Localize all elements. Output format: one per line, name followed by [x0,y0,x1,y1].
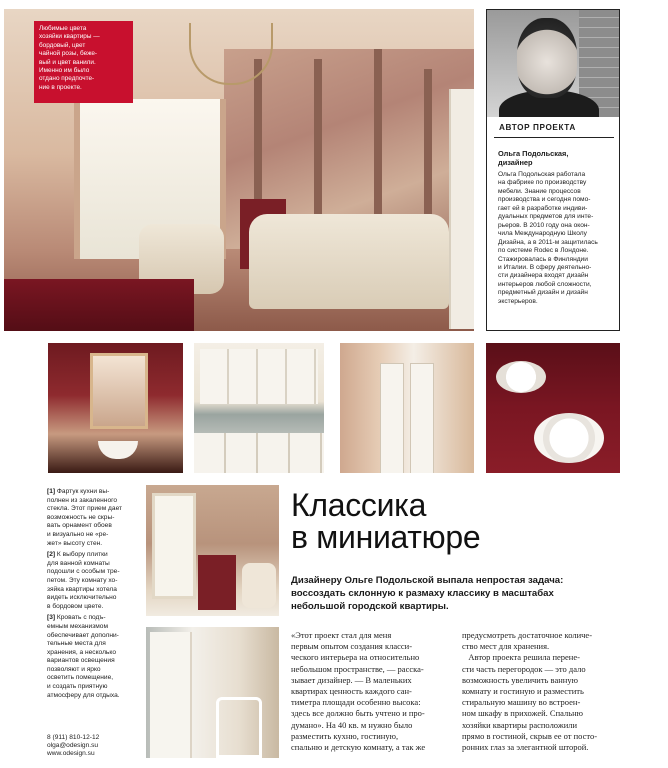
headline-line-1: Классика [291,487,427,523]
lead-line: Дизайнеру Ольге Подольской выпала непростая задача: [291,575,564,586]
body-line: Автор проекта решила перене- [462,652,580,663]
body-line: хозяйки квартиры расположили [462,719,578,730]
author-divider [494,137,614,138]
contact-phone: 8 (911) 810-12-12 [47,734,100,741]
note-line: жет» высоту стен. [47,539,103,547]
bio-line: дуальных предметов для инте- [498,213,594,221]
note-line: осветить помещение, [47,674,114,682]
hallway-photo [340,343,474,473]
kitchen-photo [194,343,324,473]
red-cabinet [198,555,236,610]
note-line: тельные места для [47,640,106,648]
kitchen-counter [194,433,324,473]
note-line: и визуально не «ре- [47,530,109,538]
body-line: комнату и гостиную и разместить [462,686,584,697]
author-portrait [487,10,619,117]
note-line: атмосферу для отдыха. [47,691,120,699]
author-name-line: Ольга Подольская, [498,149,569,158]
white-door [449,89,474,329]
callout-line: Именно им было [39,67,90,75]
color-callout [34,21,133,103]
headline-line-2: в миниатюре [291,519,481,555]
note-line: подошли с особым тре- [47,568,120,576]
bio-line: Стажировалась в Финляндии [498,255,588,263]
note-line: Кровать с подъ- [56,614,106,622]
bathroom-mirror [90,353,148,429]
plate [496,361,546,393]
body-line: сти часть перегородок — это дало [462,663,586,674]
bio-line: Ольга Подольская работала [498,171,586,178]
contacts [47,734,147,759]
callout-line: вый и цвет ванили. [39,58,96,66]
author-heading: АВТОР ПРОЕКТА [499,123,576,132]
article-lead [291,574,621,613]
note-line: позволяют и ярко [47,665,101,673]
hallway-door [380,363,404,473]
body-line: здесь все должно быть учтено и про- [291,708,425,719]
hallway-door [410,363,434,473]
callout-line: чайной розы, беже- [39,50,98,58]
body-line: небольшом пространстве, — расска- [291,663,424,674]
contact-email[interactable]: olga@odesign.su [47,742,99,750]
body-line: прямо в гостиной, скрыв ее от посто- [462,730,598,741]
note-line: К выбору плитки [56,551,108,559]
body-line: возможность увеличить ванную [462,674,578,685]
note-line: петом. Эту комнату хо- [47,576,118,584]
author-name-line: дизайнер [498,158,533,168]
dining-table [4,279,194,331]
note-line: в бордовом цвете. [47,602,104,610]
armchair [242,563,276,608]
body-line: «Этот проект стал для меня [291,630,392,640]
body-column-2 [462,630,622,753]
portrait-face [517,18,577,98]
window [152,493,196,599]
bio-line: и Италии. В сферу деятельно- [498,263,592,271]
callout-line: хозяйки квартиры — [39,33,100,41]
body-line: квартирах ценность каждого сан- [291,686,412,697]
body-line: ном шкафу в прихожей. Спальню [462,708,583,719]
bio-line: рьеров. В 2010 году она окон- [498,221,590,229]
bio-line: интерьеров любой сложности, [498,280,592,288]
author-name [498,149,614,168]
bio-line: гает ей в разработке индиви- [498,204,588,212]
body-line: предусмотреть достаточное количе- [462,630,593,640]
note-number: [2] [47,551,56,559]
bio-line: по системе Rodec в Лондоне. [498,247,589,255]
body-line: ческого интерьера на относительно [291,652,420,663]
callout-line: отдано предпочте- [39,75,95,83]
glass-door [150,632,192,758]
note-number: [3] [47,614,56,622]
note-line: и создать приятную [47,683,108,691]
body-line: стиральную машину во встроен- [462,697,581,708]
article-headline [291,489,480,553]
body-line: ство мест для хранения. [462,641,550,652]
bio-line: экстерьеров. [498,297,538,305]
bathroom-photo [48,343,183,473]
note-line: обеспечивает дополни- [47,631,119,639]
author-bio [498,171,614,306]
bio-line: чила Международную Школу [498,230,587,238]
body-line: разместить кухню, гостиную, [291,730,399,741]
table-setting-photo [486,343,620,473]
body-line: думано». На 40 кв. м нужно было [291,719,413,730]
contact-website[interactable]: www.odesign.su [47,750,95,758]
living-corner-photo [146,485,279,616]
note-1 [47,488,133,548]
callout-line: ние в проекте. [39,83,82,91]
plate [534,413,604,463]
callout-line: бордовый, цвет [39,41,86,49]
lead-line: воссоздать склонную к размаху классику в масштабах [291,588,554,599]
bathroom-sink [98,441,138,459]
note-3 [47,614,133,700]
note-line: хранения, а несколько [47,648,116,656]
photo-notes [47,488,133,703]
note-line: полнен из закаленного [47,496,118,504]
note-line: емным механизмом [47,622,108,630]
note-2 [47,551,133,611]
white-chair [216,697,262,758]
bio-line: производства и сегодня помо- [498,196,591,204]
bio-line: сти дизайнера входят дизайн [498,272,589,280]
bio-line: Дизайна, а в 2011-м защитилась [498,238,598,246]
body-line: ронних глаз за элегантной шторой. [462,742,589,753]
balcony-photo [146,627,279,758]
lead-line: небольшой городской квартиры. [291,601,449,612]
note-line: видеть исключительно [47,594,117,602]
note-line: для ванной комнаты [47,559,110,567]
note-line: вариантов освещения [47,657,115,665]
note-line: Фартук кухни вы- [56,488,110,495]
body-line: первым опытом создания класси- [291,641,413,652]
note-line: вать орнамент обоев [47,522,112,530]
note-line: возможность не скры- [47,513,115,521]
bio-line: на фабрике по производству [498,179,587,187]
callout-line: Любимые цвета [39,25,87,32]
body-column-1 [291,630,449,753]
bio-line: предметный дизайн и дизайн [498,289,588,297]
note-line: зяйка квартиры хотела [47,585,117,593]
bio-line: мебели. Знание процессов [498,187,581,195]
body-line: спальню и детскую комнату, а так же [291,742,426,753]
note-number: [1] [47,488,56,495]
body-line: тиметра площади особенно высока: [291,697,421,708]
kitchen-cabinets [200,349,318,404]
note-line: стекла. Этот прием дает [47,505,123,513]
sofa [249,214,449,309]
body-line: зывает дизайнер. — В маленьких [291,674,412,685]
